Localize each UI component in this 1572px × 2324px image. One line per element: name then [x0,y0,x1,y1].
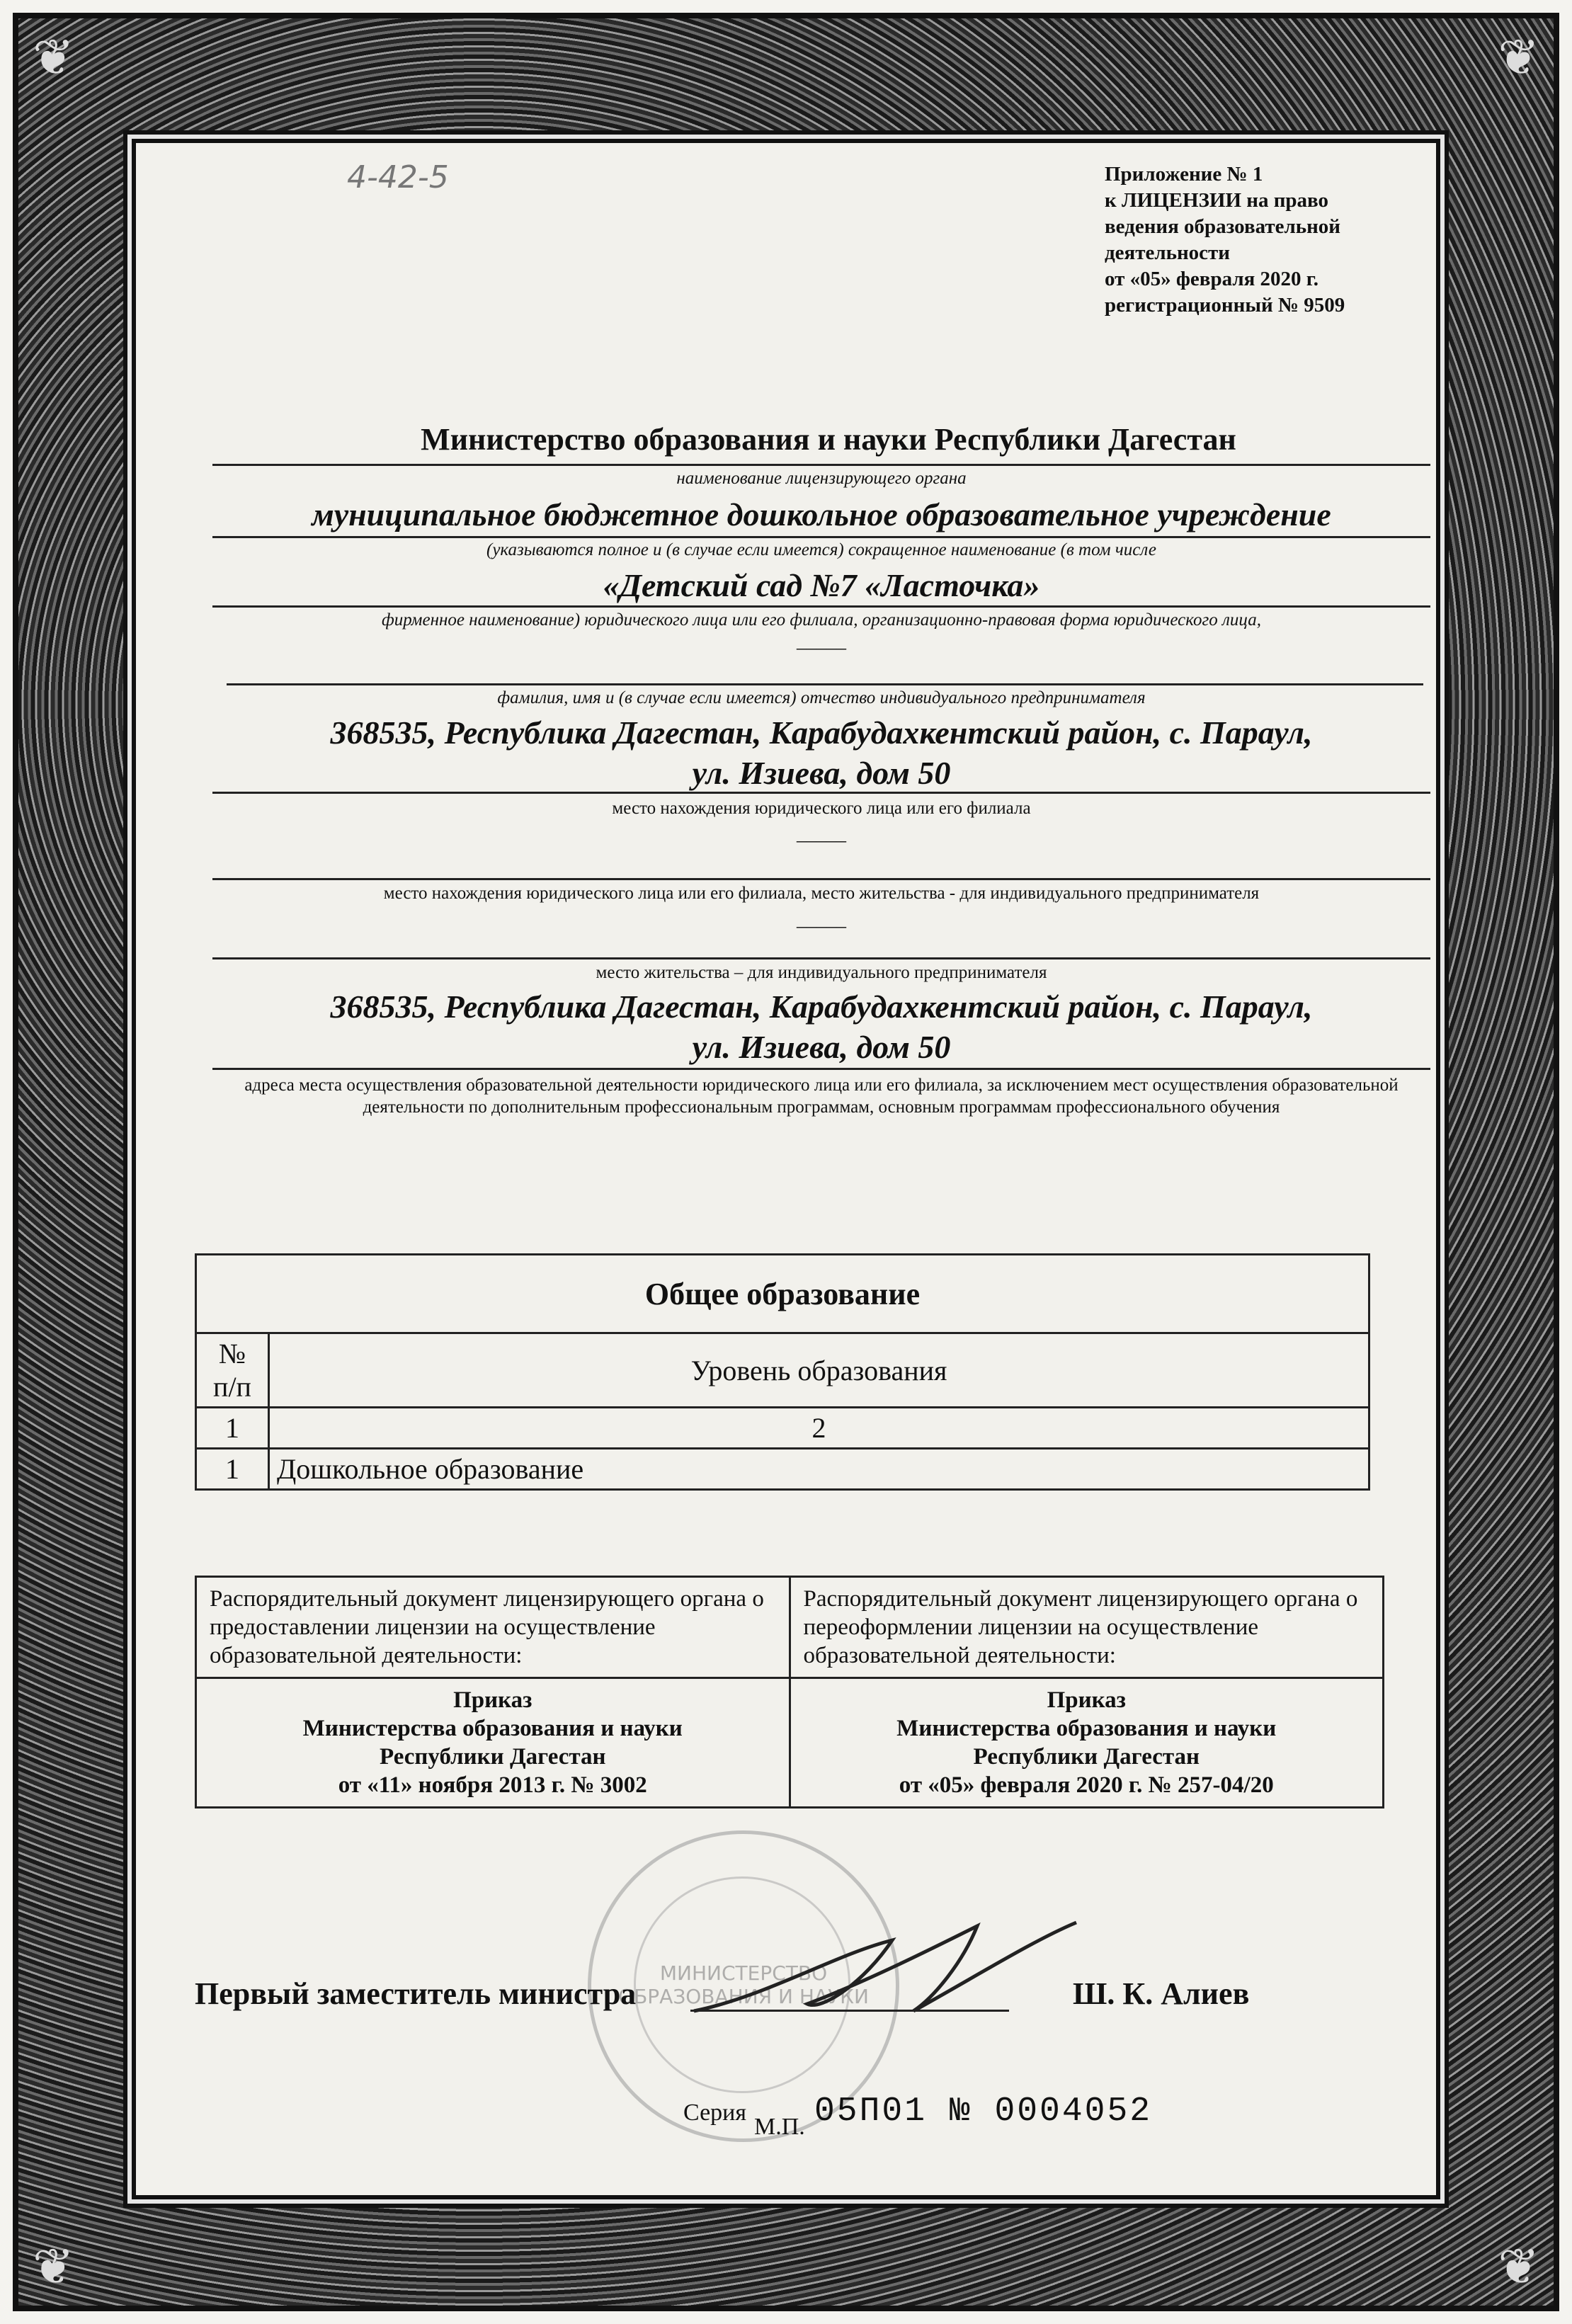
underline [212,464,1430,466]
dash-separator: _____ [797,823,846,845]
corner-ornament-icon: ❦ [33,28,74,86]
underline [212,536,1430,538]
underline [212,605,1430,608]
address-line: 368535, Республика Дагестан, Карабудахкентский район, с. Параул, [330,714,1313,751]
appendix-line: ведения образовательной [1105,215,1340,238]
column-header-level: Уровень образования [269,1333,1369,1408]
caption-residence: место жительства – для индивидуального предпринимателя [596,963,1047,982]
caption-activity: адреса места осуществления образовательной деятельности юридического лица или его филиала, за исключением мест осуществления образовательной деятельности по дополнительным профессиональным программам, основным программам профессионального обучения [244,1076,1399,1117]
underline [212,1068,1430,1070]
orders-table [195,1576,1384,1808]
row-level: Дошкольное образование [269,1449,1369,1490]
column-number-cell: 2 [269,1408,1369,1449]
appendix-line: регистрационный № 9509 [1105,294,1345,317]
caption-licensing-body: наименование лицензирующего органа [676,469,967,488]
order-line: Министерства образования и науки [896,1716,1277,1741]
reissue-order [790,1678,1384,1808]
row-number: 1 [196,1449,269,1490]
address-line: ул. Изиева, дом 50 [692,755,951,791]
column-number-cell: 1 [196,1408,269,1449]
handwritten-note: 4-42-5 [347,159,449,195]
org-type: муниципальное бюджетное дошкольное образовательное учреждение [312,496,1331,532]
orders-header-reissue: Распорядительный документ лицензирующего органа о переоформлении лицензии на осуществление образовательной деятельности: [790,1577,1384,1678]
caption-firm: фирменное наименование) юридического лица или его филиала, организационно-правовая форма юридического лица, [382,610,1261,630]
signer-title: Первый заместитель министра [195,1976,637,2011]
series-number: 05П01 № 0004052 [814,2092,1153,2131]
order-line: Приказ [453,1687,532,1713]
corner-ornament-icon: ❦ [33,2238,74,2296]
underline [212,792,1430,794]
order-line: от «05» февраля 2020 г. № 257-04/20 [899,1772,1274,1798]
dash-separator: _____ [797,630,846,652]
stamp-place-label: М.П. [754,2114,805,2140]
activity-address-line: ул. Изиева, дом 50 [692,1029,951,1065]
orders-header-issue: Распорядительный документ лицензирующего органа о предоставлении лицензии на осуществление образовательной деятельности: [196,1577,790,1678]
caption-fio: фамилия, имя и (в случае если имеется) отчество индивидуального предпринимателя [497,688,1146,707]
order-line: Республики Дагестан [973,1744,1200,1770]
seal-text: МИНИСТЕРСТВО ОБРАЗОВАНИЯ И НАУКИ [618,1961,869,2008]
appendix-header [1105,161,1437,319]
underline [212,957,1430,959]
caption-location: место нахождения юридического лица или его филиала [612,799,1031,818]
caption-location-2: место нахождения юридического лица или его филиала, место жительства - для индивидуального предпринимателя [383,884,1260,903]
appendix-line: Приложение № 1 [1105,163,1263,186]
education-table [195,1253,1370,1491]
activity-address-line: 368535, Республика Дагестан, Карабудахкентский район, с. Параул, [330,989,1313,1025]
issue-order [196,1678,790,1808]
signer-name: Ш. К. Алиев [1073,1976,1250,2011]
column-header-number: № п/п [196,1333,269,1408]
appendix-line: к ЛИЦЕНЗИИ на право [1105,189,1329,212]
dash-separator: _____ [797,908,846,930]
org-name: «Детский сад №7 «Ласточка» [603,567,1040,603]
underline [227,683,1423,685]
table-row [196,1449,1369,1490]
underline [212,878,1430,880]
appendix-line: от «05» февраля 2020 г. [1105,268,1318,290]
ministry-name: Министерство образования и науки Республики Дагестан [421,422,1236,457]
series-label: Серия [683,2100,747,2126]
corner-ornament-icon: ❦ [1498,2238,1539,2296]
order-line: Республики Дагестан [379,1744,606,1770]
order-line: Приказ [1047,1687,1126,1713]
education-table-title: Общее образование [196,1255,1369,1333]
order-line: Министерства образования и науки [302,1716,683,1741]
appendix-line: деятельности [1105,241,1230,264]
signature-icon [680,1912,1105,2025]
order-line: от «11» ноября 2013 г. № 3002 [338,1772,647,1798]
corner-ornament-icon: ❦ [1498,28,1539,86]
caption-names: (указываются полное и (в случае если имеется) сокращенное наименование (в том числе [486,540,1156,559]
